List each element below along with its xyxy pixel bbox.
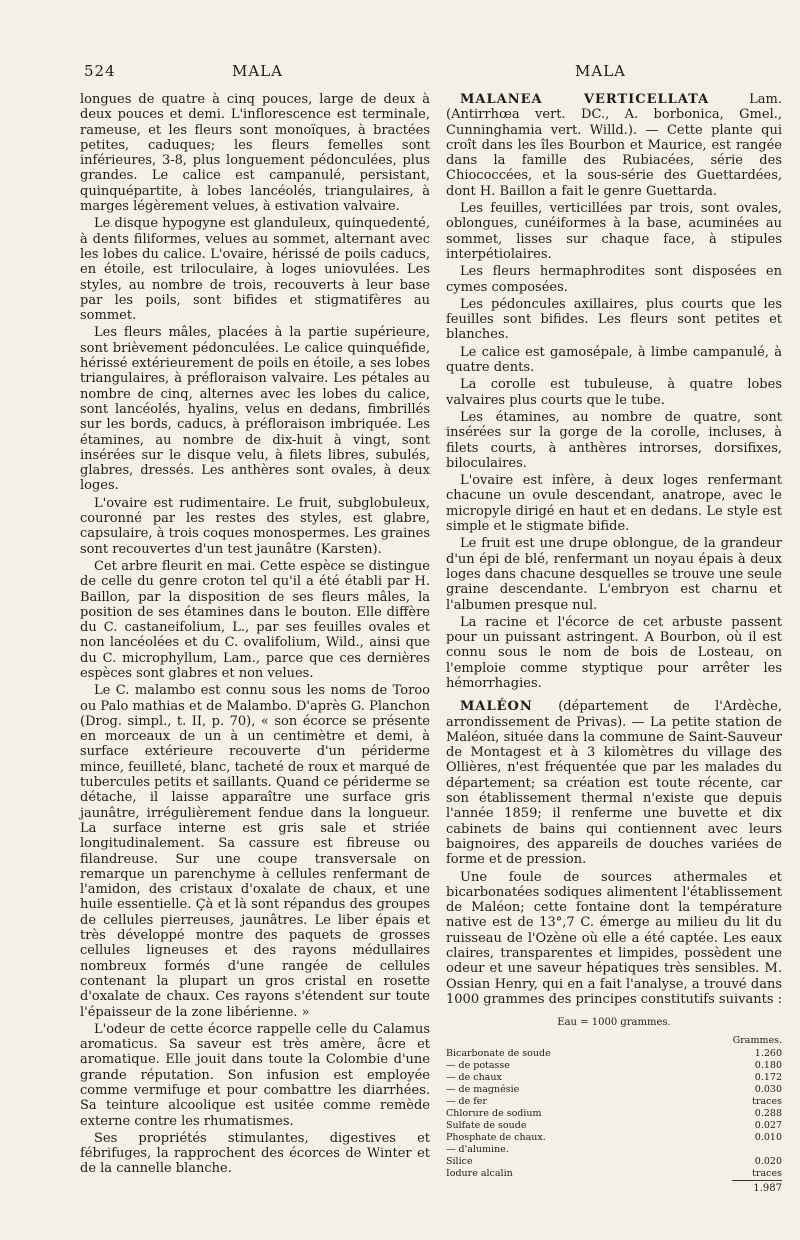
table-cell-value: 0.010 <box>754 1131 782 1143</box>
paragraph: L'ovaire est rudimentaire. Le fruit, subglobuleux, couronné par les restes des styles, est glabre, capsulaire, à trois coques monospermes. Les graines sont recouvertes d'un test jaunâtre (Karsten). <box>80 495 430 557</box>
table-cell-label: Bicarbonate de soude <box>446 1047 551 1059</box>
table-cell-label: Chlorure de sodium <box>446 1107 542 1119</box>
table-row <box>446 1108 782 1120</box>
table-row <box>446 1168 782 1180</box>
table-title: Eau = 1000 grammes. <box>557 1017 671 1029</box>
paragraph: Ses propriétés stimulantes, digestives et fébrifuges, la rapprochent des écorces de Winter et de la cannelle blanche. <box>80 1130 430 1177</box>
table-cell-value: traces <box>752 1095 782 1107</box>
entry-term: MALANEA VERTICELLATA <box>460 92 710 107</box>
table-row <box>446 1048 782 1060</box>
table-row <box>446 1096 782 1108</box>
table-cell-value: 1.260 <box>754 1047 782 1059</box>
paragraph: La corolle est tubuleuse, à quatre lobes valvaires plus courts que le tube. <box>446 377 782 408</box>
table-cell-label: — de chaux <box>446 1071 502 1083</box>
paragraph: Les pédoncules axillaires, plus courts que les feuilles sont bifides. Les fleurs sont petites et blanches. <box>446 296 782 343</box>
entry-malanea <box>446 92 782 199</box>
paragraph: Cet arbre fleurit en mai. Cette espèce se distingue de celle du genre croton tel qu'il a été établi par H. Baillon, par la disposition de ses fleurs mâles, la position de ses étamines dans le bouton. Elle diffère du C. castaneifolium, L., par ses feuilles ovales et non lancéolées et du C. ovalifolium, Wild., ainsi que du C. microphyllum, Lam., parce que ces dernières espèces sont glabres et non velues. <box>80 558 430 681</box>
table-cell-value: 0.030 <box>754 1083 782 1095</box>
table-cell-label: — d'alumine. <box>446 1143 509 1155</box>
table-cell-value: 0.172 <box>754 1071 782 1083</box>
left-column <box>80 92 430 1179</box>
paragraph: Les fleurs mâles, placées à la partie supérieure, sont brièvement pédonculées. Le calice quinquéfide, hérissé extérieurement de poils en étoile, a ses lobes triangulaires, à préfloraison valvaire. Les pétales au nombre de cinq, alternes avec les lobes du calice, sont lancéolés, hyalins, velus en dedans, fimbrillés sur les bords, caducs, à préfloraison imbriquée. Les étamines, au nombre de dix-huit à vingt, sont insérées sur le disque velu, à filets libres, subulés, glabres, dressés. Les anthères sont ovales, à deux loges. <box>80 325 430 494</box>
paragraph: L'ovaire est infère, à deux loges renfermant chacune un ovule descendant, anatrope, avec le micropyle dirigé en haut et en dedans. Le style est simple et le stigmate bifide. <box>446 473 782 535</box>
table-row <box>446 1072 782 1084</box>
composition-table <box>446 1048 782 1180</box>
table-total: 1.987 <box>732 1180 782 1196</box>
table-cell-label: — de fer <box>446 1095 487 1107</box>
paragraph: longues de quatre à cinq pouces, large de deux à deux pouces et demi. L'inflorescence est terminale, rameuse, et les fleurs sont monoïques, à bractées petites, caduques; les fleurs femelles sont inférieures, 3-8, plus longuement pédonculées, plus grandes. Le calice est campanulé, persistant, quinquépartite, à lobes lancéolés, triangulaires, à marges légèrement velues, à estivation valvaire. <box>80 92 430 215</box>
entry-term: MALÉON <box>460 699 533 715</box>
table-cell-label: — de magnésie <box>446 1083 520 1095</box>
composition-table-block <box>446 1015 782 1196</box>
paragraph: Le fruit est une drupe oblongue, de la grandeur d'un épi de blé, renfermant un noyau épais à deux loges dans chacune desquelles se trouve une seule graine descendante. L'embryon est charnu et l'albumen presque nul. <box>446 536 782 613</box>
table-row <box>446 1156 782 1168</box>
table-cell-label: Iodure alcalin <box>446 1167 513 1179</box>
right-column <box>446 92 782 1196</box>
table-cell-label: Phosphate de chaux. <box>446 1131 546 1143</box>
table-cell-value: 0.020 <box>754 1155 782 1167</box>
table-cell-label: Sulfate de soude <box>446 1119 527 1131</box>
table-row <box>446 1084 782 1096</box>
paragraph: La racine et l'écorce de cet arbuste passent pour un puissant astringent. A Bourbon, où il est connu sous le nom de bois de Losteau, on l'emploie comme styptique pour arrêter les hémorrhagies. <box>446 614 782 691</box>
table-row <box>446 1060 782 1072</box>
entry-maleon <box>446 699 782 867</box>
paragraph: L'odeur de cette écorce rappelle celle du Calamus aromaticus. Sa saveur est très amère, âcre et aromatique. Elle jouit dans toute la Colombie d'une grande réputation. Son infusion est employée comme vermifuge et pour combattre les diarrhées. Sa teinture alcoolique est usitée comme remède externe contre les rhumatismes. <box>80 1021 430 1129</box>
page-number: 524 <box>84 62 116 80</box>
table-row <box>446 1120 782 1132</box>
table-row <box>446 1132 782 1144</box>
paragraph: Le disque hypogyne est glanduleux, quinquedenté, à dents filiformes, velues au sommet, alternant avec les lobes du calice. L'ovaire, hérissé de poils caducs, en étoile, est triloculaire, à loges uniovulées. Les styles, au nombre de trois, recouverts à leur base par les poils, sont bifides et stigmatifères au sommet. <box>80 216 430 324</box>
table-row <box>446 1144 782 1156</box>
table-cell-value: 0.180 <box>754 1059 782 1071</box>
right-running-title: MALA <box>575 62 626 80</box>
paragraph: Les feuilles, verticillées par trois, sont ovales, oblongues, cunéiformes à la base, acuminées au sommet, lisses sur chaque face, à stipules interpétiolaires. <box>446 201 782 262</box>
paragraph: Les étamines, au nombre de quatre, sont insérées sur la gorge de la corolle, incluses, à filets courts, à anthères introrses, dorsifixes, biloculaires. <box>446 409 782 471</box>
table-cell-value: 0.027 <box>754 1119 782 1131</box>
table-cell-label: — de potasse <box>446 1059 510 1071</box>
paragraph: Le C. malambo est connu sous les noms de Toroo ou Palo mathias et de Malambo. D'après G. Planchon (Drog. simpl., t. II, p. 70), « son écorce se présente en morceaux de un à un centimètre et demi, à surface extérieure recouverte d'un périderme mince, feuilleté, blanc, tacheté de roux et marqué de tubercules petits et saillants. Quand ce périderme se détache, il laisse apparaître une surface gris jaunâtre, irrégulièrement fendue dans la longueur. La surface interne est gris sale et striée longitudinalement. Sa cassure est fibreuse ou filandreuse. Sur une coupe transversale on remarque un parenchyme à cellules renfermant de l'amidon, des cristaux d'oxalate de chaux, et une huile essentielle. Çà et là sont répandus des groupes de cellules pierreuses, jaunâtres. Le liber épais et très développé montre des paquets de grosses cellules ligneuses et des rayons médullaires nombreux formés d'une rangée de cellules contenant la plupart un gros cristal en rosette d'oxalate de chaux. Ces rayons s'étendent sur toute l'épaisseur de la zone libérienne. » <box>80 683 430 1020</box>
table-unit: Grammes. <box>732 1034 782 1046</box>
paragraph: Une foule de sources athermales et bicarbonatées sodiques alimentent l'établissement de Maléon; cette fontaine dont la température native est de 13°,7 C. émerge au milieu du lit du ruisseau de l'Ozène où elle a été captée. Les eaux claires, transparentes et limpides, possèdent une odeur et une saveur hépatiques très sensibles. M. Ossian Henry, qui en a fait l'analyse, a trouvé dans 1000 grammes des principes constitutifs suivants : <box>446 869 783 1007</box>
table-cell-value: 0.288 <box>754 1107 782 1119</box>
table-cell-value <box>732 1144 782 1156</box>
left-running-title: MALA <box>232 62 283 80</box>
entry-text: (département de l'Ardèche, arrondissement de Privas). — La petite station de Maléon, située dans la commune de Saint-Sauveur de Montagest et à 3 kilomètres du village des Ollières, n'est fréquentée que par les malades du département; sa création est toute récente, car son établissement thermal n'existe que depuis l'année 1859; il renferme une buvette et dix cabinets de bains qui contiennent avec leurs baignoires, des appareils de douches variées de forme et de pression. <box>446 699 782 868</box>
table-cell-value: traces <box>752 1167 782 1179</box>
table-cell-label: Silice <box>446 1155 473 1167</box>
entry-text: Lam. (Antirrhœa vert. DC., A. borbonica, Gmel., Cunninghamia vert. Willd.). — Cette plante qui croît dans les îles Bourbon et Maurice, est rangée dans la famille des Rubiacées, série des Chiococcées, et la sous-série des Guettardées, dont H. Baillon a fait le genre Guettarda. <box>446 92 782 199</box>
paragraph: Le calice est gamosépale, à limbe campanulé, à quatre dents. <box>446 344 782 376</box>
paragraph: Les fleurs hermaphrodites sont disposées en cymes composées. <box>446 264 782 295</box>
